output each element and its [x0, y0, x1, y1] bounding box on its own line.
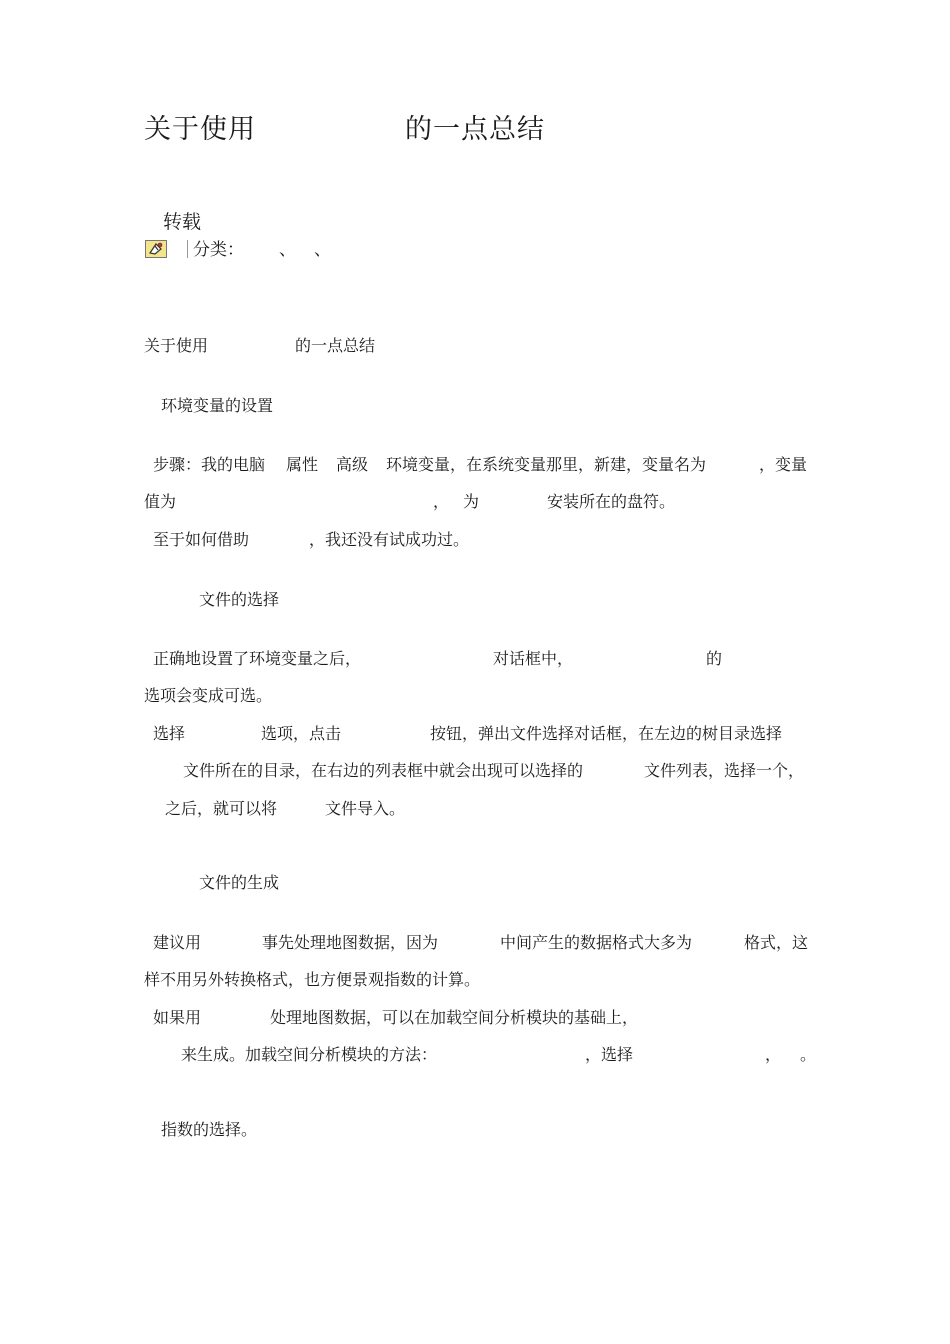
- p2-text: 文件列表，选择一个，: [644, 761, 805, 780]
- p3-text: ，: [765, 1045, 782, 1064]
- p3-text: 建议用: [153, 933, 202, 952]
- p3-text: 格式，这: [744, 933, 809, 952]
- p3-text: 事先处理地图数据，因为: [262, 933, 439, 952]
- section-title-index: 指数的选择。: [161, 1120, 258, 1139]
- p2-text: 选项，点击: [261, 724, 342, 743]
- p2-text: 选项会变成可选。: [144, 686, 273, 705]
- section-title-file-select: 文件的选择: [199, 590, 280, 609]
- p1-text: 属性: [286, 455, 319, 474]
- category-label: 分类：: [193, 240, 244, 260]
- p3-text: 来生成。加载空间分析模块的方法：: [181, 1045, 438, 1064]
- doc-title-part-2: 的一点总结: [405, 114, 545, 145]
- doc-title-part-1: 关于使用: [144, 114, 256, 145]
- p1-text: ，: [433, 492, 450, 511]
- p2-text: 正确地设置了环境变量之后，: [153, 649, 362, 668]
- p3-text: 。: [800, 1045, 817, 1064]
- p1-text: 至于如何借助: [153, 530, 250, 549]
- p3-text: ，选择: [585, 1045, 634, 1064]
- p1-text: 值为: [144, 492, 177, 511]
- category-separator: 、: [314, 240, 331, 260]
- p2-text: 文件导入。: [325, 799, 406, 818]
- p2-text: 选择: [153, 724, 186, 743]
- p3-text: 如果用: [153, 1008, 202, 1027]
- section-title-file-gen: 文件的生成: [199, 873, 280, 892]
- p2-text: 的: [706, 649, 723, 668]
- repost-label: 转载: [163, 211, 202, 233]
- category-divider: [187, 240, 188, 258]
- p3-text: 样不用另外转换格式，也方便景观指数的计算。: [144, 970, 481, 989]
- category-separator: 、: [279, 240, 296, 260]
- p1-text: 高级: [336, 455, 369, 474]
- p1-text: 为: [463, 492, 480, 511]
- p1-text: 环境变量，在系统变量那里，新建，变量名为: [386, 455, 707, 474]
- p1-text: ，我还没有试成功过。: [309, 530, 470, 549]
- body-heading-part-2: 的一点总结: [295, 336, 376, 355]
- section-title-env: 环境变量的设置: [161, 396, 274, 415]
- p2-text: 按钮，弹出文件选择对话框，在左边的树目录选择: [430, 724, 783, 743]
- p1-text: 步骤：我的电脑: [153, 455, 266, 474]
- p2-text: 之后，就可以将: [165, 799, 278, 818]
- post-icon: [145, 240, 167, 258]
- body-heading-part-1: 关于使用: [144, 336, 209, 355]
- p3-text: 中间产生的数据格式大多为: [500, 933, 693, 952]
- p3-text: 处理地图数据，可以在加载空间分析模块的基础上，: [270, 1008, 639, 1027]
- p1-text: 安装所在的盘符。: [547, 492, 676, 511]
- p1-text: ，变量: [759, 455, 808, 474]
- p2-text: 对话框中，: [493, 649, 574, 668]
- p2-text: 文件所在的目录，在右边的列表框中就会出现可以选择的: [183, 761, 584, 780]
